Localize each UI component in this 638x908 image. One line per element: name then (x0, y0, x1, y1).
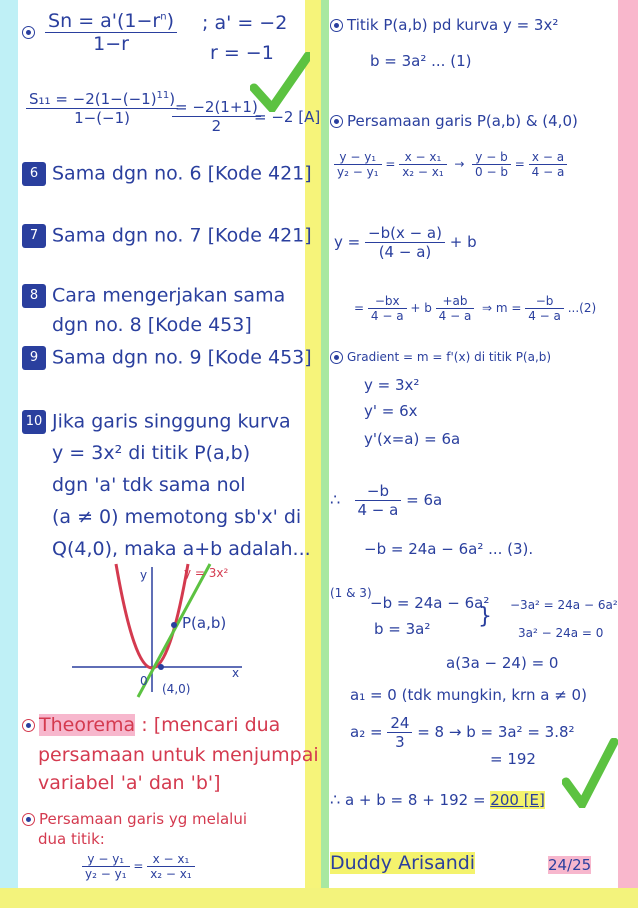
point-p (171, 622, 177, 628)
page-number: 24/25 (548, 856, 592, 874)
final-answer: ∴ a + b = 8 + 192 = 200 [E] (330, 790, 545, 809)
item-10-line5: Q(4,0), maka a+b adalah... (52, 538, 311, 560)
therefore-icon: ∴ (330, 490, 341, 509)
graph-p-label: P(a,b) (182, 614, 227, 632)
persamaan-garis-line2: dua titik: (38, 830, 105, 848)
margin-strip-pink (618, 0, 638, 908)
factored-eq: a(3a − 24) = 0 (446, 654, 559, 672)
gradient-line: Gradient = m = f'(x) di titik P(a,b) (330, 350, 551, 364)
point-q (158, 664, 164, 670)
right-line-3: Persamaan garis P(a,b) & (4,0) (330, 112, 578, 130)
b-value: = 192 (490, 750, 536, 768)
derivative-at-a: y'(x=a) = 6a (364, 430, 461, 448)
divider-strip-yellow (305, 0, 321, 908)
gradient-two-points: $\frac{\text{y − y₁}}{\text{y₂ − y₁}}$ = $\frac{\text{x − x₁}}{\text{x₂ − x₁}}$ → $\frac{y - b}{0 - b}$ = $\frac{x - a}{4 - a}$ (334, 150, 567, 179)
formula-sn: $\frac{Sn = a'(1-r^n)}{1-r}$ (22, 10, 177, 55)
gradient-equality: ∴ $\frac{-b}{4 - a}$ = 6a (330, 482, 443, 519)
bottom-strip-yellow (0, 888, 638, 908)
number-badge-7: 7 (22, 224, 46, 248)
bullet-icon (330, 115, 343, 128)
item-10-line4: (a ≠ 0) memotong sb'x' di (52, 506, 302, 528)
number-badge-6: 6 (22, 162, 46, 186)
answer-s11: = −2 [A] (254, 108, 321, 126)
root-a1: a₁ = 0 (tdk mungkin, krn a ≠ 0) (350, 686, 587, 704)
divider-strip-green (321, 0, 329, 908)
graph-x-label: x (232, 666, 240, 680)
bullet-icon (330, 19, 343, 32)
given-a: ; a' = −2 (202, 12, 288, 34)
author-name: Duddy Arisandi (330, 852, 476, 874)
equation-3: −b = 24a − 6a² ... (3). (364, 540, 534, 558)
formula-s11-step: $\frac{= -2(1+1)}{2}$ (172, 98, 261, 135)
line-formula: $\frac{\text{y − y₁}}{\text{y₂ − y₁}}$ = $\frac{\text{x − x₁}}{\text{x₂ − x₁}}$ (82, 852, 195, 881)
item-8-line2: dgn no. 8 [Kode 453] (52, 314, 252, 336)
system-eq-1: −b = 24a − 6a² (370, 594, 490, 612)
item-8: 8 Cara mengerjakan sama (22, 284, 285, 308)
graph-q-label: (4,0) (162, 682, 191, 696)
theorema-line2: persamaan untuk menjumpai (38, 744, 319, 766)
item-10: 10 Jika garis singgung kurva (22, 410, 291, 434)
bullet-icon (22, 813, 35, 826)
curve-eq: y = 3x² (364, 376, 420, 394)
number-badge-10: 10 (22, 410, 46, 434)
item-7: 7 Sama dgn no. 7 [Kode 421] (22, 224, 312, 248)
quadratic-eq: 3a² − 24a = 0 (518, 626, 604, 640)
right-line-1: Titik P(a,b) pd kurva y = 3x² (330, 16, 558, 34)
graph-curve-label: y = 3x² (184, 566, 229, 580)
bullet-icon (22, 26, 35, 39)
margin-strip-cyan (0, 0, 18, 908)
system-eq-2: b = 3a² (374, 620, 431, 638)
graph-origin-label: 0 (140, 674, 148, 688)
line-equation: y = $\frac{-b(x - a)}{(4 - a)}$ + b (334, 224, 477, 261)
derivative-eq: y' = 6x (364, 402, 418, 420)
bullet-icon (22, 719, 35, 732)
item-6: 6 Sama dgn no. 6 [Kode 421] (22, 162, 312, 186)
persamaan-garis-line1: Persamaan garis yg melalui (22, 810, 247, 828)
item-9: 9 Sama dgn no. 9 [Kode 453] (22, 346, 312, 370)
line-equation-expanded: = $\frac{-bx}{4 - a}$ + b $\frac{+ab}{4 - a}$ ⇒ m = $\frac{-b}{4 - a}$ ...(2) (354, 294, 597, 323)
number-badge-9: 9 (22, 346, 46, 370)
checkmark-icon (250, 52, 310, 112)
root-a2: a₂ = $\frac{24}{3}$ = 8 → b = 3a² = 3.8² (350, 714, 575, 751)
combined-eq: −3a² = 24a − 6a² (510, 598, 618, 612)
item-10-line3: dgn 'a' tdk sama nol (52, 474, 246, 496)
formula-s11: $\frac{S_{11} = -2(1-(-1)^{11})}{1-(-1)}$ (26, 90, 178, 127)
therefore-icon: ∴ (330, 790, 341, 809)
brace-icon: } (478, 604, 492, 629)
given-r: r = −1 (210, 42, 274, 64)
theorema-line3: variabel 'a' dan 'b'] (38, 772, 221, 794)
bullet-icon (330, 351, 343, 364)
theorema-line1: Theorema : [mencari dua (22, 714, 280, 736)
equation-1: b = 3a² ... (1) (370, 52, 472, 70)
item-10-line2: y = 3x² di titik P(a,b) (52, 442, 251, 464)
substitution-label: (1 & 3) (330, 586, 372, 600)
answer-highlight: 200 [E] (490, 791, 545, 809)
graph-y-label: y (140, 568, 148, 582)
checkmark-icon (562, 738, 618, 808)
number-badge-8: 8 (22, 284, 46, 308)
